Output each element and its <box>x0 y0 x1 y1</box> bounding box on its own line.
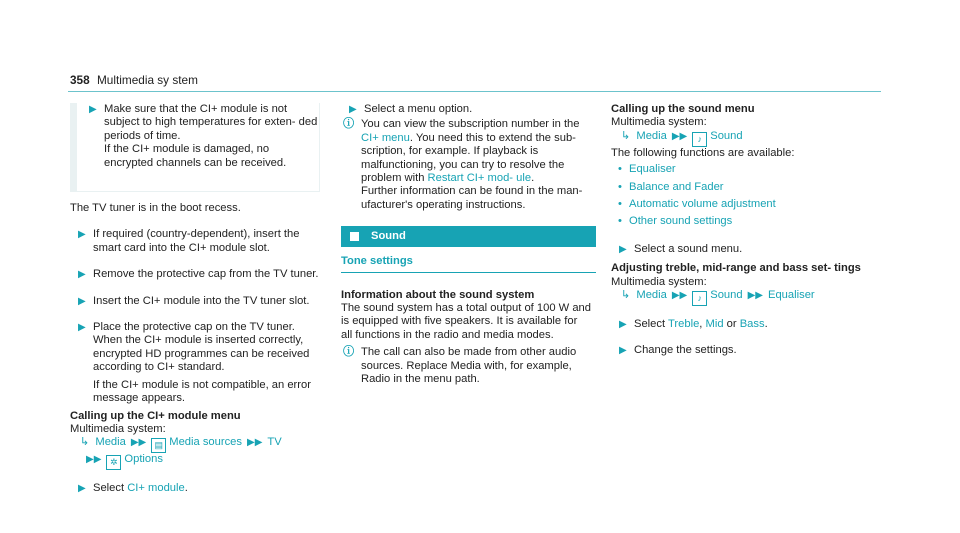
function-item[interactable]: • Automatic volume adjustment <box>618 198 776 211</box>
arrow-icon: ▶ <box>78 322 86 334</box>
double-chevron-icon: ▶▶ <box>86 454 102 466</box>
step-3: ▶ Insert the CI+ module into the TV tuner slot. <box>78 294 310 307</box>
column-3 <box>611 103 861 371</box>
section-square-icon <box>350 232 359 241</box>
media-sources-icon: ▤ <box>151 438 166 453</box>
step-4: ▶ Place the protective cap on the TV tuner. When the CI+ module is inserted correctly, encrypted HD programmes can be received according to CI+ standard. If the CI+ module is not compatible, an error message appears. <box>78 321 311 405</box>
sound-menu-heading: Calling up the sound menu <box>611 103 755 115</box>
notice-box <box>70 103 320 192</box>
change-settings-step: ▶ Change the settings. <box>619 344 737 357</box>
call-note: ⓘ The call can also be made from other audio sources. Replace Media with, for example, Radio in the menu path. <box>343 346 577 386</box>
equaliser-path: ↳ Media ▶▶ ♪ Sound ▶▶ Equaliser <box>611 289 861 306</box>
arrow-icon: ▶ <box>619 345 627 357</box>
double-chevron-icon: ▶▶ <box>247 437 263 449</box>
arrow-icon: ▶ <box>78 269 86 281</box>
arrow-icon: ▶ <box>619 319 627 331</box>
menu-path-options: ▶▶ ✲ Options <box>70 453 320 470</box>
column-2 <box>341 103 591 400</box>
page-header <box>70 74 198 87</box>
sound-menu-system: Multimedia system: <box>611 116 707 129</box>
following-text: The following functions are available: <box>611 146 795 159</box>
column-1 <box>70 103 320 509</box>
arrow-icon: ▶ <box>349 104 357 115</box>
select-sound-step: ▶ Select a sound menu. <box>619 242 743 255</box>
info-note: ⓘ You can view the subscription number in the CI+ menu. You need this to extend the sub- scription, for example. If playback is malfunctioning, you can try to resolve the problem with Restart CI+ mod- ule. Further information can be found in the man- ufacturer's operating instructions. <box>343 118 583 211</box>
double-chevron-icon: ▶▶ <box>671 130 688 142</box>
arrow-icon: ▶ <box>78 483 86 495</box>
intro-text: The TV tuner is in the boot recess. <box>70 202 241 215</box>
double-chevron-icon: ▶▶ <box>747 290 763 302</box>
sound-info-body: The sound system has a total output of 100 W and is equipped with five speakers. It is available for all functions in the radio and media modes. <box>341 302 592 341</box>
bullet-icon: • <box>618 215 622 228</box>
music-note-icon: ♪ <box>692 132 707 147</box>
ci-menu-system: Multimedia system: <box>70 422 166 435</box>
function-item[interactable]: • Equaliser <box>618 163 676 176</box>
menu-path: ↳ Media ▶▶ ▤ Media sources ▶▶ TV <box>70 436 320 453</box>
arrow-icon: ▶ <box>619 243 627 255</box>
select-ci-step: ▶ Select CI+ module. <box>78 482 188 495</box>
arrow-icon: ▶ <box>78 229 86 241</box>
sound-menu-path: ↳ Media ▶▶ ♪ Sound <box>611 130 861 147</box>
adjust-heading: Adjusting treble, mid-range and bass set- tings <box>611 262 861 275</box>
function-item[interactable]: • Other sound settings <box>618 215 733 228</box>
page-number: 358 <box>70 73 90 87</box>
hook-arrow-icon: ↳ <box>80 436 90 449</box>
ci-menu-heading: Calling up the CI+ module menu <box>70 409 241 422</box>
hook-arrow-icon: ↳ <box>621 129 631 142</box>
bullet-icon: • <box>618 180 622 193</box>
bullet-icon: • <box>618 163 622 176</box>
info-icon: ⓘ <box>343 118 355 131</box>
step-1: ▶ If required (country-dependent), insert the smart card into the CI+ module slot. <box>78 228 300 254</box>
double-chevron-icon: ▶▶ <box>671 290 688 302</box>
sound-section-bar: Sound <box>341 226 596 247</box>
hook-arrow-icon: ↳ <box>621 289 631 302</box>
select-band-step: ▶ Select Treble, Mid or Bass. <box>619 318 768 331</box>
function-item[interactable]: • Balance and Fader <box>618 180 724 193</box>
select-option-step: ▶ Select a menu option. <box>349 103 473 115</box>
header-rule <box>68 91 881 92</box>
notice-step: ▶ Make sure that the CI+ module is not subject to high temperatures for exten‐ ded periods of time. If the CI+ module is damaged, no encrypted channels can be received. <box>89 103 318 169</box>
arrow-icon: ▶ <box>78 295 86 307</box>
double-chevron-icon: ▶▶ <box>130 437 147 449</box>
arrow-icon: ▶ <box>89 104 97 115</box>
sound-info-heading: Information about the sound system <box>341 288 535 301</box>
bullet-icon: • <box>618 198 622 211</box>
section-title: Multimedia sy stem <box>96 73 198 87</box>
adjust-system: Multimedia system: <box>611 275 707 288</box>
gear-icon: ✲ <box>106 455 121 470</box>
music-note-icon: ♪ <box>692 291 707 306</box>
info-icon: ⓘ <box>343 346 355 359</box>
step-2: ▶ Remove the protective cap from the TV tuner. <box>78 268 319 281</box>
tone-settings-heading: Tone settings <box>341 255 596 272</box>
